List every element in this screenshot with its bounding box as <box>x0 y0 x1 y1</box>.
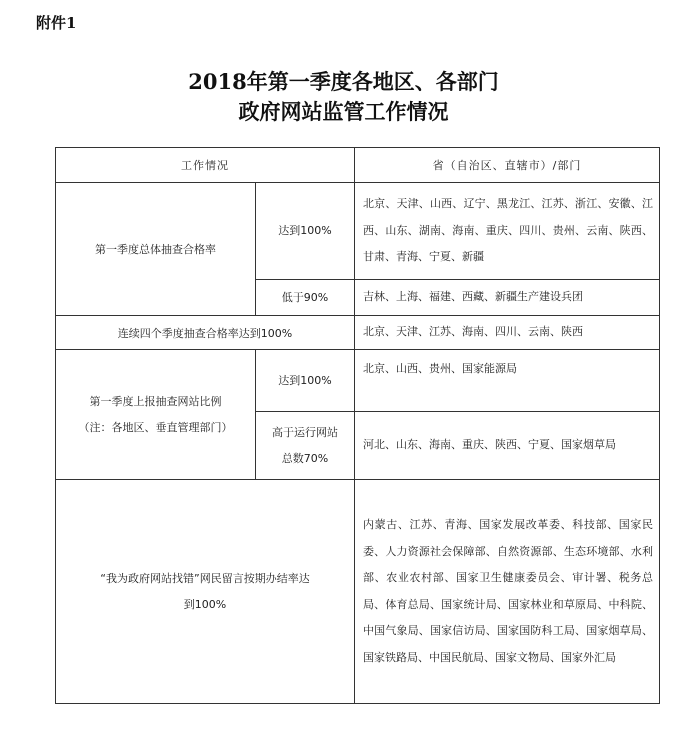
row-entries: 河北、山东、海南、重庆、陕西、宁夏、国家烟草局 <box>355 412 660 480</box>
row-condition: 达到100% <box>256 350 355 412</box>
row-entries: 内蒙古、江苏、青海、国家发展改革委、科技部、国家民委、人力资源社会保障部、自然资源部、生态环境部、水利部、农业农村部、国家卫生健康委员会、审计署、税务总局、体育总局、国家统计局、国家林业和草原局、中科院、中国气象局、国家信访局、国家国防科工局、国家烟草局、国家铁路局、中国民航局、国家文物局、国家外汇局 <box>355 480 660 704</box>
category-line: 到100% <box>183 597 227 611</box>
header-regions-departments: 省（自治区、直辖市）/部门 <box>355 148 660 183</box>
category-line: “我为政府网站找错”网民留言按期办结率达 <box>100 571 310 585</box>
row-entries: 北京、天津、山西、辽宁、黑龙江、江苏、浙江、安徽、江西、山东、湖南、海南、重庆、四川、贵州、云南、陕西、甘肃、青海、宁夏、新疆 <box>355 183 660 280</box>
table-row <box>56 350 660 412</box>
table-row <box>56 316 660 350</box>
document-title-line-1: 2018年第一季度各地区、各部门 <box>188 69 499 94</box>
supervision-table <box>55 147 660 704</box>
document-title-line-2: 政府网站监管工作情况 <box>238 99 449 124</box>
condition-line: 总数70% <box>281 451 329 465</box>
attachment-label: 附件1 <box>36 14 77 32</box>
row-entries: 北京、天津、江苏、海南、四川、云南、陕西 <box>355 316 660 350</box>
row-condition: 低于90% <box>256 280 355 316</box>
header-work-status: 工作情况 <box>56 148 355 183</box>
row-condition: 达到100% <box>256 183 355 280</box>
table-row <box>56 480 660 704</box>
row-category-overall-pass-rate: 第一季度总体抽查合格率 <box>56 183 256 316</box>
row-entries: 北京、山西、贵州、国家能源局 <box>355 350 660 412</box>
category-line: 第一季度上报抽查网站比例 <box>89 394 222 408</box>
row-entries: 吉林、上海、福建、西藏、新疆生产建设兵团 <box>355 280 660 316</box>
table-row <box>56 183 660 280</box>
row-category-netizen-messages <box>56 480 355 704</box>
row-category-four-quarters: 连续四个季度抽查合格率达到100% <box>56 316 355 350</box>
condition-line: 高于运行网站 <box>272 425 338 439</box>
table-header-row <box>56 148 660 183</box>
row-condition <box>256 412 355 480</box>
row-category-report-ratio <box>56 350 256 480</box>
category-note: （注：各地区、垂直管理部门） <box>78 420 233 434</box>
